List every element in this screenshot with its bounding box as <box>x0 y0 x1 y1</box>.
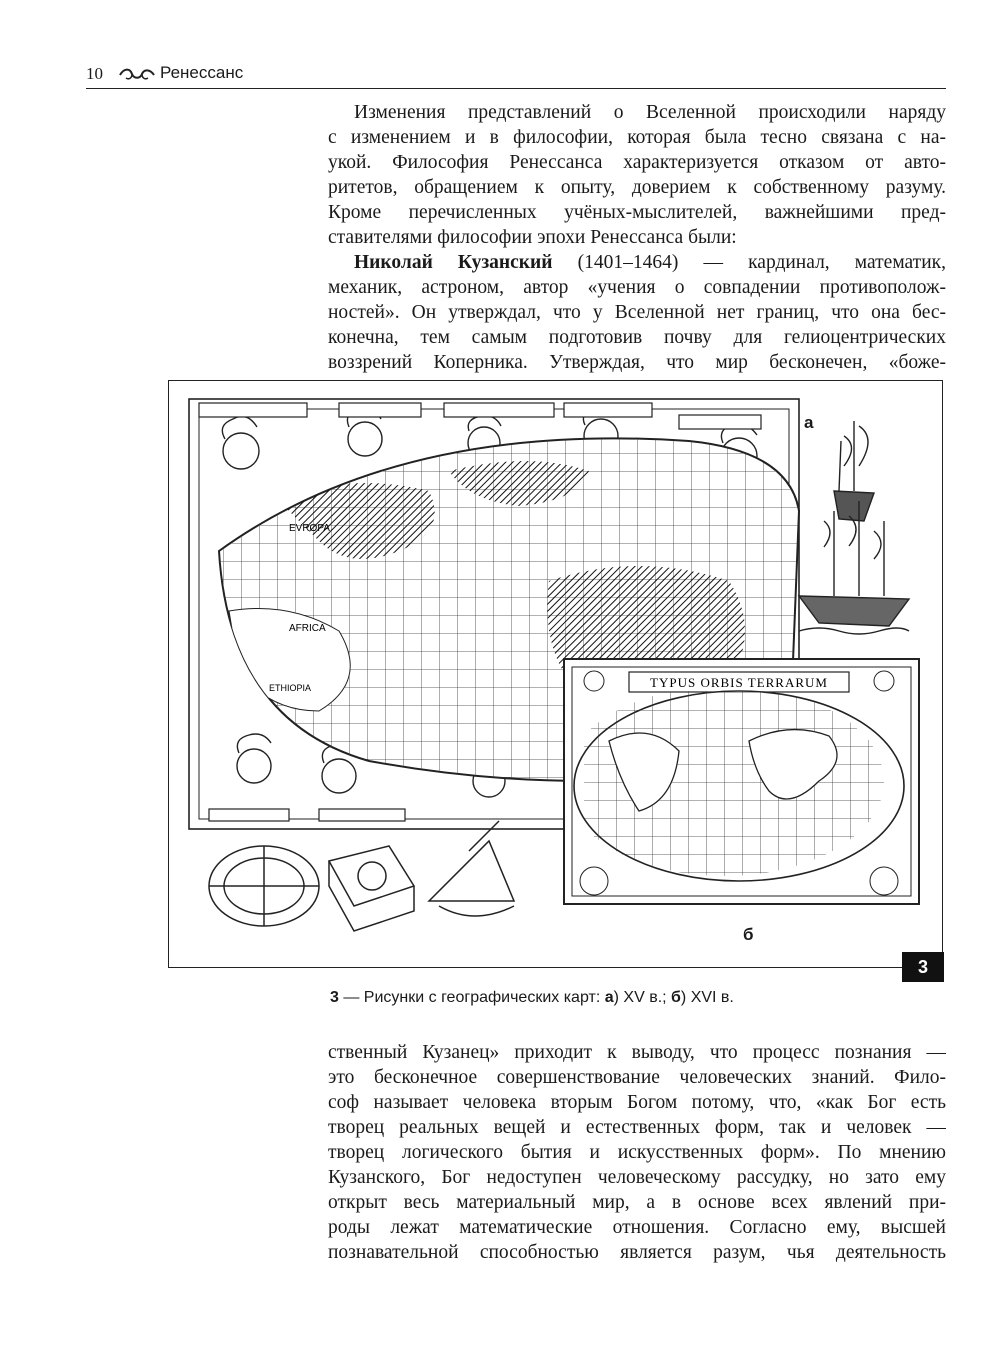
figure-caption <box>330 989 930 1007</box>
text-line: ритетов, обращением к опыту, доверием к собственному разуму. <box>328 177 946 198</box>
section-title: Ренессанс <box>160 63 244 82</box>
running-head <box>86 62 946 89</box>
person-name: Николай Кузанский <box>354 252 553 273</box>
text-line: творец логического бытия и искусственных форм». По мнению <box>328 1142 946 1163</box>
text-line: ставителями философии эпохи Ренессанса были: <box>328 227 737 248</box>
person-dates: (1401–1464) — кардинал, математик, <box>552 252 946 273</box>
compass-icon <box>209 846 319 926</box>
typus-orbis-map <box>564 659 924 904</box>
text-line: ностей». Он утверждал, что у Вселенной нет границ, что она бес- <box>328 302 946 323</box>
map-label-europe: EVROPA <box>289 523 330 534</box>
figure-frame <box>168 380 943 968</box>
caption-text-a: ) XV в.; <box>613 989 672 1006</box>
page-number: 10 <box>86 64 103 83</box>
text-line: познавательной способностью является разум, чья деятельность <box>328 1242 946 1263</box>
text-line: Кузанского, Бог недоступен человеческому рассудку, но зато ему <box>328 1167 946 1188</box>
ship-icon <box>799 421 909 634</box>
sextant-icon <box>429 821 514 916</box>
text-line: воззрений Коперника. Утверждая, что мир бесконечен, «боже- <box>328 352 946 373</box>
text-line: открыт весь материальный мир, а в основе всех явлений при- <box>328 1192 946 1213</box>
figure-label-b: б <box>743 925 754 944</box>
map-banner-title: TYPUS ORBIS TERRARUM <box>650 675 828 690</box>
caption-text: — Рисунки с географических карт: <box>338 989 605 1006</box>
text-line: это бесконечное совершенствование человеческих знаний. Фило- <box>328 1067 946 1088</box>
map-label-ethiopia: ETHIOPIA <box>269 683 312 693</box>
text-line: укой. Философия Ренессанса характеризуется отказом от авто- <box>328 152 946 173</box>
bottom-text-block <box>328 1040 946 1265</box>
figure-label-a: а <box>804 413 814 432</box>
text-line: ственный Кузанец» приходит к выводу, что процесс познания — <box>328 1042 946 1063</box>
text-line: конечна, тем самым подготовив почву для гелиоцентрических <box>328 327 946 348</box>
text-line-name <box>328 250 946 275</box>
text-line: Изменения представлений о Вселенной происходили наряду <box>354 102 946 123</box>
text-line: соф называет человека вторым Богом потому, что, «как Бог есть <box>328 1092 946 1113</box>
caption-letter-a: а <box>604 989 614 1006</box>
text-line: механик, астроном, автор «учения о совпадении противополож- <box>328 277 946 298</box>
map-label-africa: AFRICA <box>289 623 326 634</box>
text-line: роды лежат математические отношения. Согласно ему, высшей <box>328 1217 946 1238</box>
caption-text-b: ) XVI в. <box>680 989 734 1006</box>
text-line: творец реальных вещей и естественных форм, так и человек — <box>328 1117 946 1138</box>
ornament-icon <box>118 66 156 82</box>
caption-letter-b: б <box>671 989 681 1006</box>
top-text-block <box>328 100 946 375</box>
text-line: с изменением и в философии, которая была тесно связана с на- <box>328 127 946 148</box>
figure-number-badge: 3 <box>902 952 944 982</box>
map-illustration <box>169 381 942 967</box>
instrument-box-icon <box>329 846 414 931</box>
text-line: Кроме перечисленных учёных-мыслителей, важнейшими пред- <box>328 202 946 223</box>
caption-number: 3 <box>330 989 339 1006</box>
